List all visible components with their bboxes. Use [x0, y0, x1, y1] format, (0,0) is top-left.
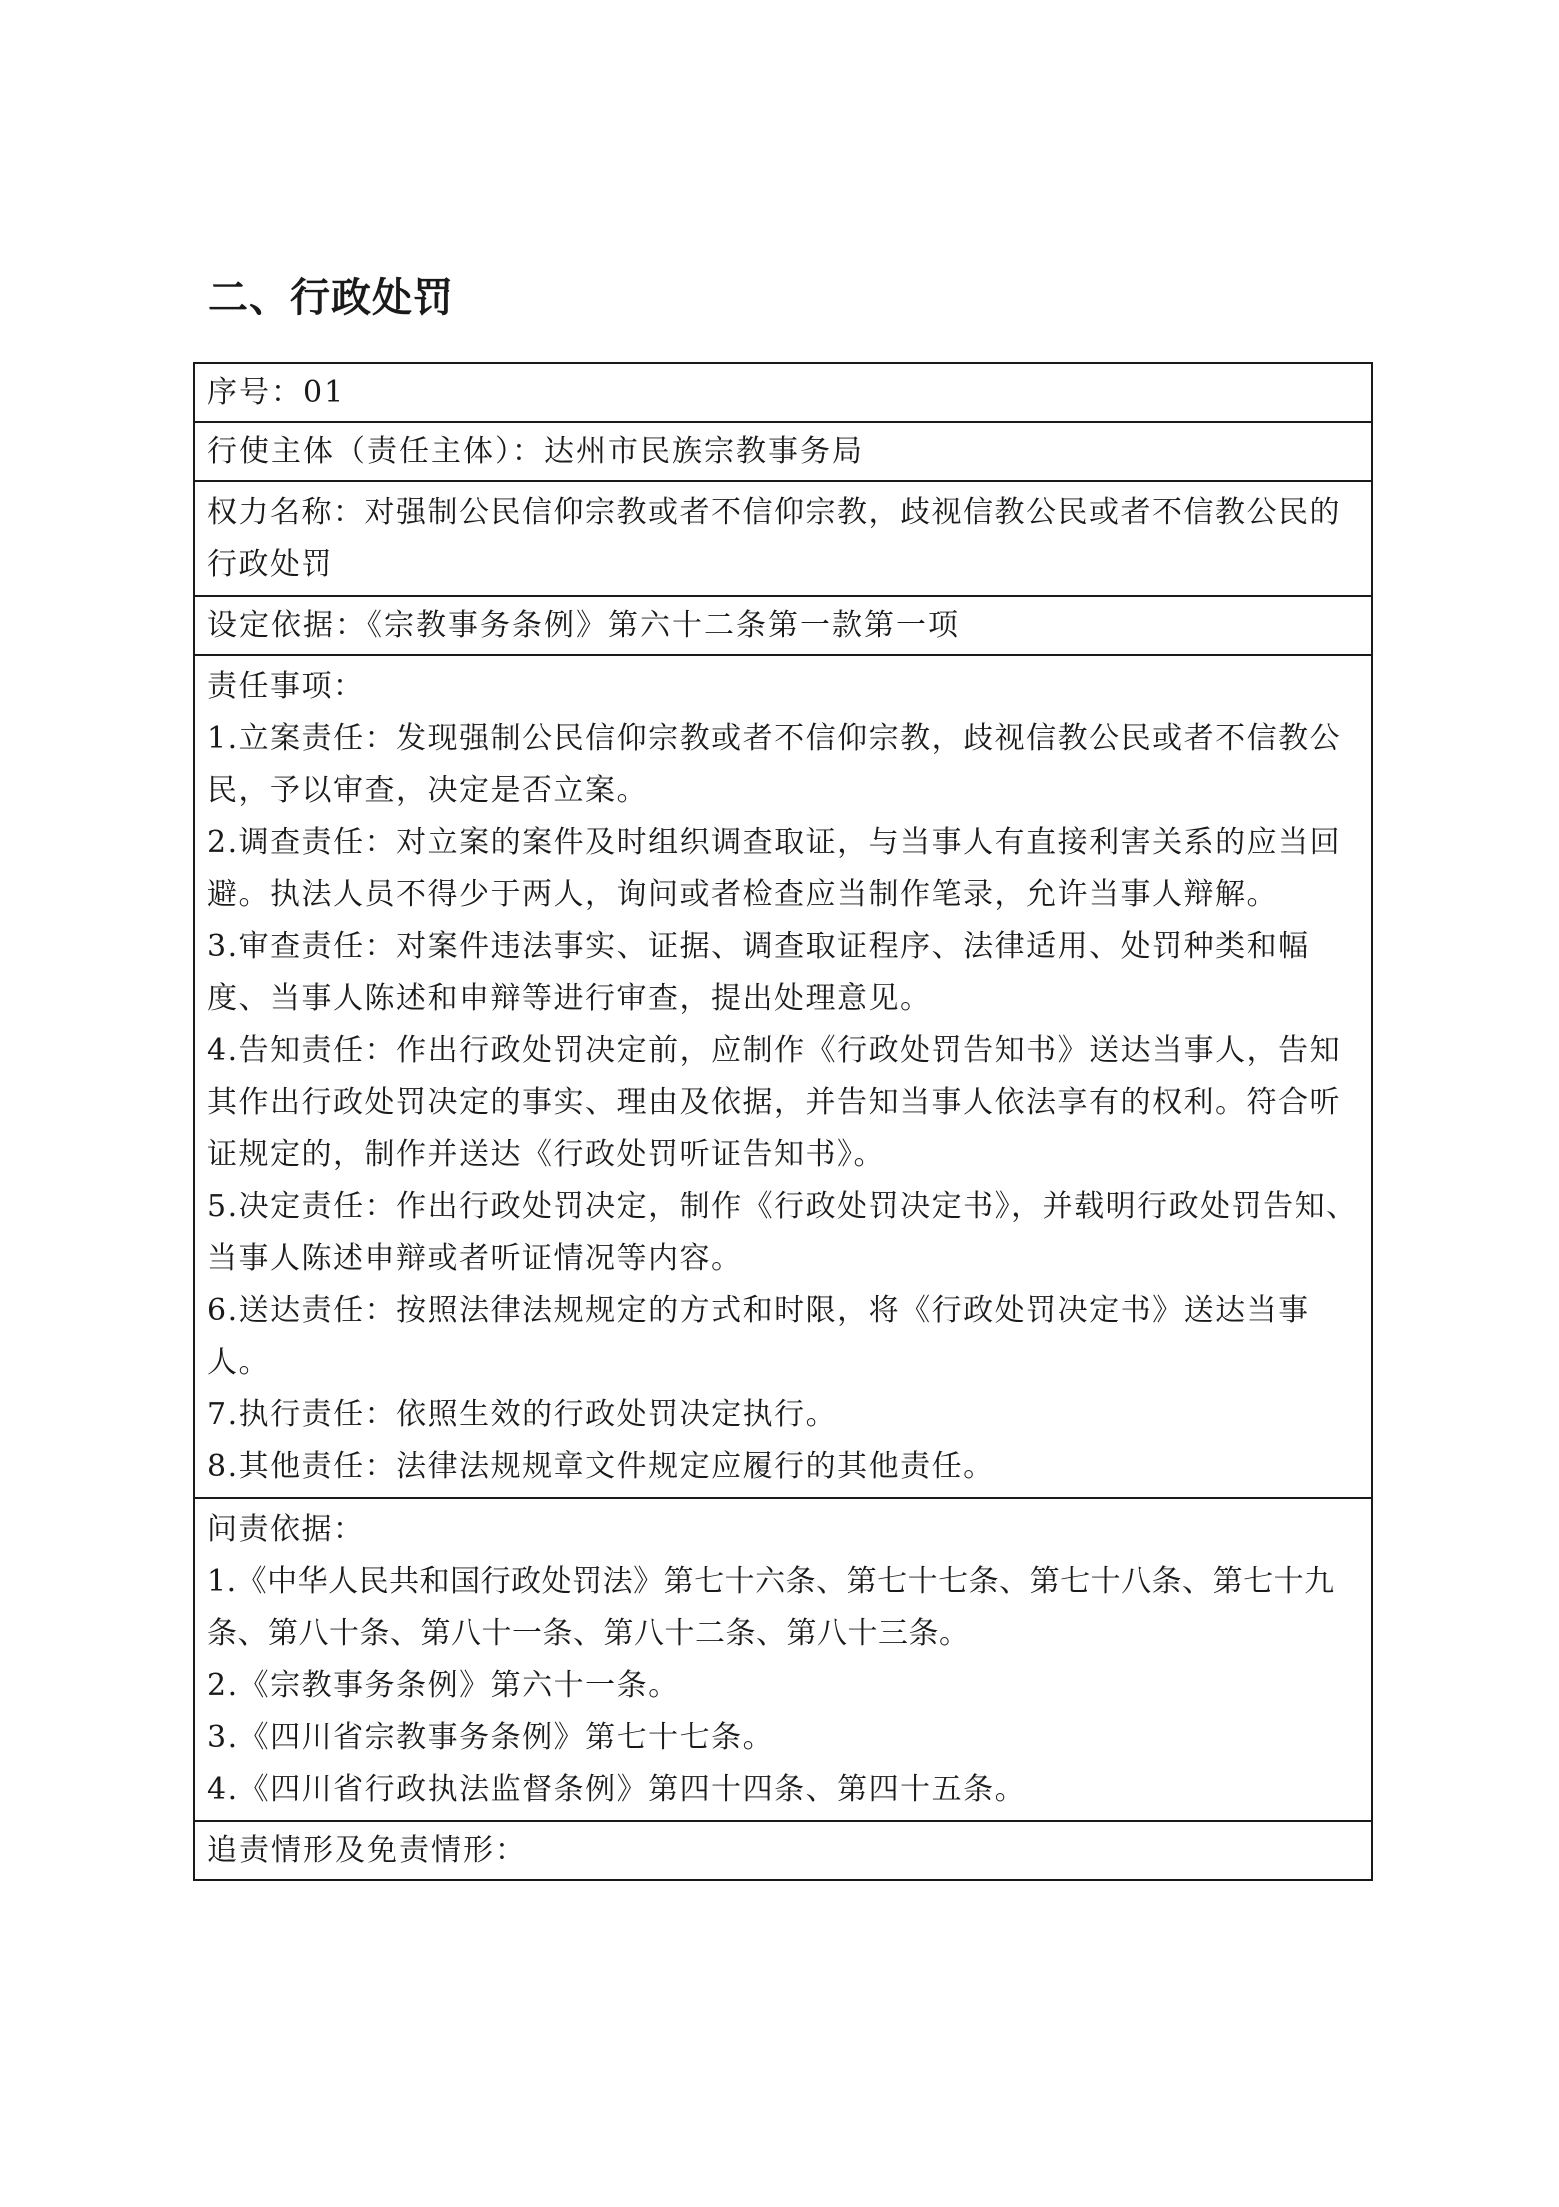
responsibility-item: 5.决定责任：作出行政处罚决定，制作《行政处罚决定书》，并载明行政处罚告知、当事人陈述申辩或者听证情况等内容。 — [207, 1189, 1358, 1276]
subject-row — [195, 421, 1371, 480]
responsibilities-title: 责任事项： — [207, 669, 365, 704]
accountability-item: 1.《中华人民共和国行政处罚法》第七十六条、第七十七条、第七十八条、第七十九条、第八十条、第八十一条、第八十二条、第八十三条。 — [207, 1564, 1335, 1651]
legal-basis: 设定依据：《宗教事务条例》第六十二条第一款第一项 — [207, 608, 960, 643]
serial-row — [195, 364, 1371, 421]
power-name-row — [195, 480, 1371, 595]
responsibilities-row — [195, 654, 1371, 1497]
accountability-row — [195, 1497, 1371, 1820]
basis-row — [195, 595, 1371, 654]
responsibility-item: 1.立案责任：发现强制公民信仰宗教或者不信仰宗教，歧视信教公民或者不信教公民，予以审查，决定是否立案。 — [207, 721, 1342, 808]
responsibility-item: 4.告知责任：作出行政处罚决定前，应制作《行政处罚告知书》送达当事人，告知其作出行政处罚决定的事实、理由及依据，并告知当事人依法享有的权利。符合听证规定的，制作并送达《行政处罚听证告知书》。 — [207, 1033, 1342, 1172]
section-heading: 二、行政处罚 — [208, 275, 454, 321]
exemption-row — [195, 1820, 1371, 1879]
accountability-item: 4.《四川省行政执法监督条例》第四十四条、第四十五条。 — [207, 1772, 1027, 1807]
accountability-title: 问责依据： — [207, 1512, 365, 1547]
exemption-title: 追责情形及免责情形： — [207, 1833, 527, 1868]
responsibility-item: 8.其他责任：法律法规规章文件规定应履行的其他责任。 — [207, 1449, 995, 1484]
responsibility-table — [193, 362, 1373, 1881]
serial-number: 序号：01 — [207, 375, 346, 410]
power-name: 权力名称：对强制公民信仰宗教或者不信仰宗教，歧视信教公民或者不信教公民的行政处罚 — [207, 495, 1341, 582]
responsibility-item: 2.调查责任：对立案的案件及时组织调查取证，与当事人有直接利害关系的应当回避。执法人员不得少于两人，询问或者检查应当制作笔录，允许当事人辩解。 — [207, 825, 1342, 912]
responsibility-item: 3.审查责任：对案件违法事实、证据、调查取证程序、法律适用、处罚种类和幅度、当事人陈述和申辩等进行审查，提出处理意见。 — [207, 929, 1310, 1016]
accountability-item: 3.《四川省宗教事务条例》第七十七条。 — [207, 1720, 775, 1755]
responsibility-item: 7.执行责任：依照生效的行政处罚决定执行。 — [207, 1397, 838, 1432]
responsibility-item: 6.送达责任：按照法律法规规定的方式和时限，将《行政处罚决定书》送达当事人。 — [207, 1293, 1310, 1380]
executing-subject: 行使主体（责任主体）：达州市民族宗教事务局 — [207, 434, 864, 469]
accountability-item: 2.《宗教事务条例》第六十一条。 — [207, 1668, 680, 1703]
